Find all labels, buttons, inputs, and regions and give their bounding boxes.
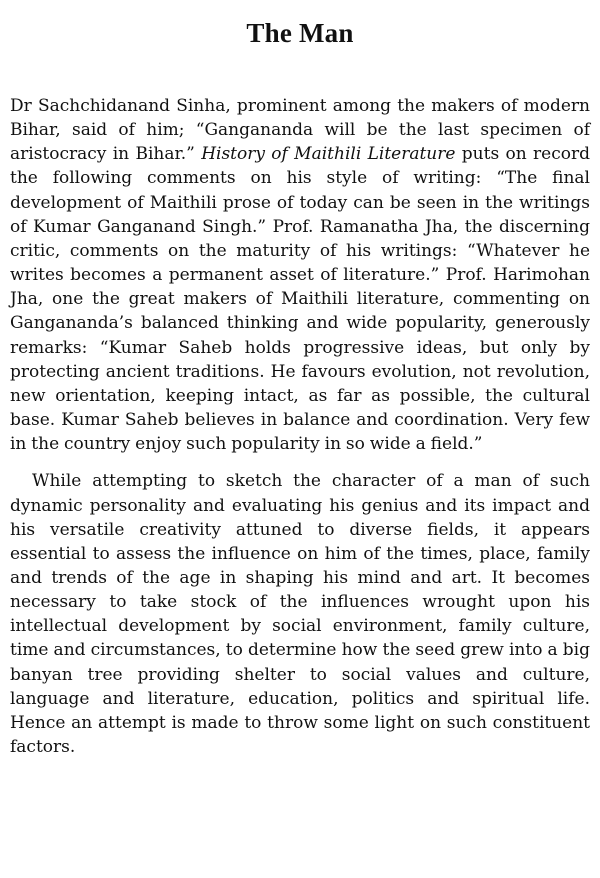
chapter-title: The Man (246, 18, 354, 48)
paragraph-2: While attempting to sketch the character of a man of such dynamic personality and evaluating his genius and its impact and his versatile creativity attuned to diverse fields, it appears essential to assess the influence on him of the times, place, family and trends of the age in shaping his mind and art. It becomes necessary to take stock of the influences wrought upon his intellectual development by social environment, family culture, time and circumstances, to determine how the seed grew into a big banyan tree providing shelter to social values and culture, language and literature, education, politics and spiritual life. Hence an attempt is made to throw some light on such constituent factors. (10, 471, 590, 758)
book-title-italic: History of Maithili Literature (201, 144, 456, 165)
paragraph-1-text-b: puts on record the following comments on his style of writing: “The final development of Maithili prose of today can be seen in the writings of Kumar Ganganand Singh.” Prof. Ramanatha Jha, the discerning critic, comments on the maturity of his writings: “Whatever he writes becomes a permanent asset of literature.” Prof. Harimohan Jha, one the great makers of Maithili literature, commenting on Gangananda’s balanced thinking and wide popularity, generously remarks: “Kumar Saheb holds progressive ideas, but only by protecting ancient traditions. He favours evolution, not revolution, new orientation, keeping intact, as far as possible, the cultural base. Kumar Saheb believes in balance and coordination. Very few in the country enjoy such popularity in so wide a field.” (10, 144, 590, 455)
paragraph-1-text-a: Dr Sachchidanand Sinha, prominent among the makers of modern Bihar, said of him; “Gangananda will be the last specimen of aristocracy in Bihar.” (10, 96, 590, 165)
paragraph-1 (10, 94, 590, 456)
